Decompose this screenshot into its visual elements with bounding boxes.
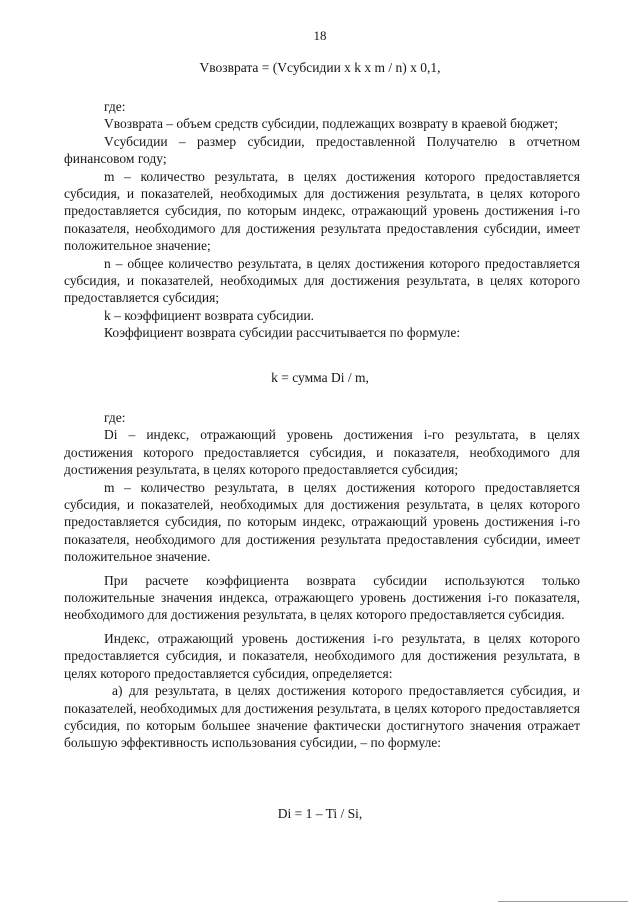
- definitions-block-2: [64, 409, 580, 752]
- definition-di: Di – индекс, отражающий уровень достижения i-го результата, в целях достижения которого предоставляется субсидия, и показателя, необходимого для достижения результата, в целях которого предоставляется субсидия;: [64, 427, 580, 478]
- definition-n: n – общее количество результата, в целях достижения которого предоставляется субсидия, и показателей, необходимых для достижения результата, в целях которого предоставляется субсидия;: [64, 255, 580, 306]
- list-item-a: а) для результата, в целях достижения которого предоставляется субсидия, и показателей, необходимых для достижения результата, в целях которого предоставляется субсидия, по которым большее значение фактически достигнутого значения отражает большую эффективность использования субсидии, – по формуле:: [64, 683, 580, 751]
- paragraph-positive-values: При расчете коэффициента возврата субсидии используются только положительные значения индекса, отражающего уровень достижения i-го показателя, необходимого для достижения результата, в целях которого предоставляется субсидия.: [64, 572, 580, 623]
- paragraph-index-defined: Индекс, отражающий уровень достижения i-го результата, в целях которого предоставляется субсидия, и показателя, необходимого для достижения результата, в целях которого предоставляется субсидия, определяется:: [64, 630, 580, 681]
- formula-k: k = сумма Di / m,: [271, 370, 369, 385]
- where-label: где:: [104, 410, 126, 425]
- definition-v-refund: Vвозврата – объем средств субсидии, подлежащих возврату в краевой бюджет;: [104, 116, 559, 132]
- definitions-block-1: [64, 98, 580, 342]
- definition-m: m – количество результата, в целях достижения которого предоставляется субсидия, и показателей, необходимых для достижения результата, в целях которого предоставляется субсидия, по которым индекс, отражающий уровень достижения i-го показателя, необходимого для достижения результата предоставления субсидии, имеет положительное значение.: [64, 479, 580, 565]
- scan-artifact-line: [498, 901, 628, 902]
- formula-intro: Коэффициент возврата субсидии рассчитывается по формуле:: [104, 325, 461, 341]
- where-label: где:: [104, 99, 126, 114]
- formula-refund-volume: Vвозврата = (Vсубсидии x k x m / n) x 0,1,: [199, 60, 441, 75]
- page-number: 18: [313, 28, 327, 43]
- definition-v-subsidy: Vсубсидии – размер субсидии, предоставленной Получателю в отчетном финансовом году;: [64, 133, 580, 167]
- definition-m: m – количество результата, в целях достижения которого предоставляется субсидия, и показателей, необходимых для достижения результата, в целях которого предоставляется субсидия, по которым индекс, отражающий уровень достижения i-го показателя, необходимого для достижения результата предоставления субсидии, имеет положительное значение;: [64, 168, 580, 254]
- formula-di: Di = 1 – Ti / Si,: [277, 806, 363, 821]
- definition-k: k – коэффициент возврата субсидии.: [104, 307, 315, 323]
